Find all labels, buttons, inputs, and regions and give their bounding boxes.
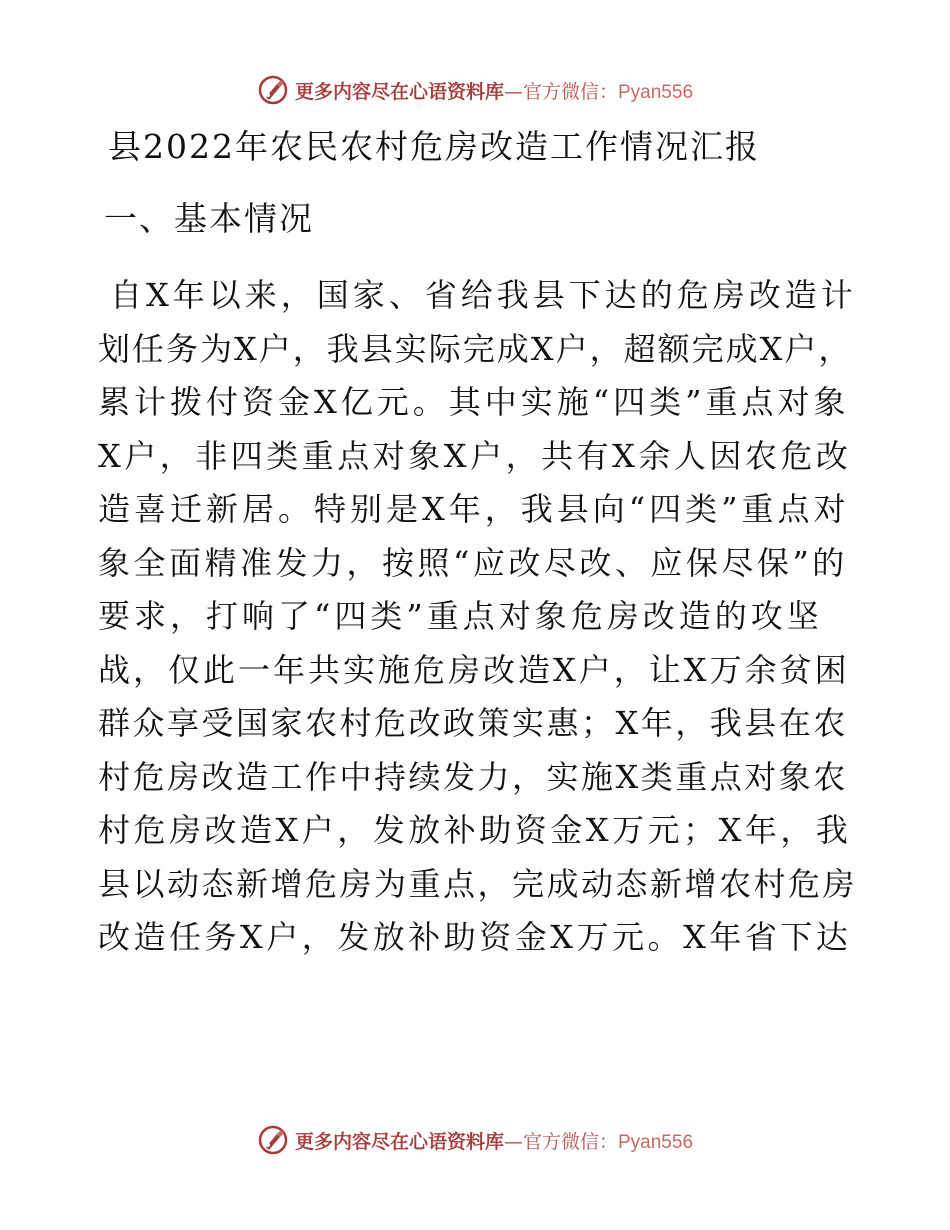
document-body (98, 125, 858, 965)
watermark-content (257, 1124, 693, 1156)
pen-logo-icon (257, 74, 289, 106)
paragraph-line: 累计拨付资金X亿元。其中实施“四类”重点对象 (98, 383, 850, 421)
watermark-main-text: 更多内容尽在心语资料库 (294, 1130, 504, 1153)
watermark-sub-text: —官方微信： (503, 1130, 618, 1153)
paragraph-line: 要求，打响了“四类”重点对象危房改造的攻坚 (98, 597, 823, 635)
document-title: 县2022年农民农村危房改造工作情况汇报 (108, 127, 760, 166)
watermark-content (257, 74, 693, 106)
paragraph-line: 村危房改造X户，发放补助资金X万元；X年，我 (98, 811, 852, 849)
paragraph-line: 自X年以来，国家、省给我县下达的危房改造计 (110, 276, 857, 314)
section-heading: 一、基本情况 (104, 199, 314, 238)
watermark-text (295, 1127, 693, 1154)
paragraph-line: 划任务为X户，我县实际完成X户，超额完成X户， (98, 329, 853, 368)
watermark-text (295, 77, 693, 104)
watermark-sub-text: —官方微信： (503, 80, 618, 103)
paragraph-line: 县以动态新增危房为重点，完成动态新增农村危房 (98, 864, 858, 903)
paragraph (98, 269, 858, 965)
watermark-main-text: 更多内容尽在心语资料库 (294, 80, 504, 103)
watermark-wechat-id: Pyan556 (618, 1131, 694, 1153)
footer-watermark (0, 1120, 950, 1160)
paragraph-line: 战，仅此一年共实施危房改造X户，让X万余贫困 (98, 650, 850, 689)
header-watermark (0, 70, 950, 110)
paragraph-line: X户，非四类重点对象X户，共有X余人因农危改 (98, 436, 852, 475)
paragraph-line: 造喜迁新居。特别是X年，我县向“四类”重点对 (98, 490, 850, 528)
paragraph-line: 村危房改造工作中持续发力，实施X类重点对象农 (98, 757, 848, 796)
pen-logo-icon (257, 1124, 289, 1156)
watermark-wechat-id: Pyan556 (618, 81, 694, 103)
paragraph-line: 群众享受国家农村危改政策实惠；X年，我县在农 (98, 704, 848, 742)
paragraph-line: 象全面精准发力，按照“应改尽改、应保尽保”的 (98, 543, 848, 582)
paragraph-line: 改造任务X户，发放补助资金X万元。X年省下达 (98, 918, 852, 956)
